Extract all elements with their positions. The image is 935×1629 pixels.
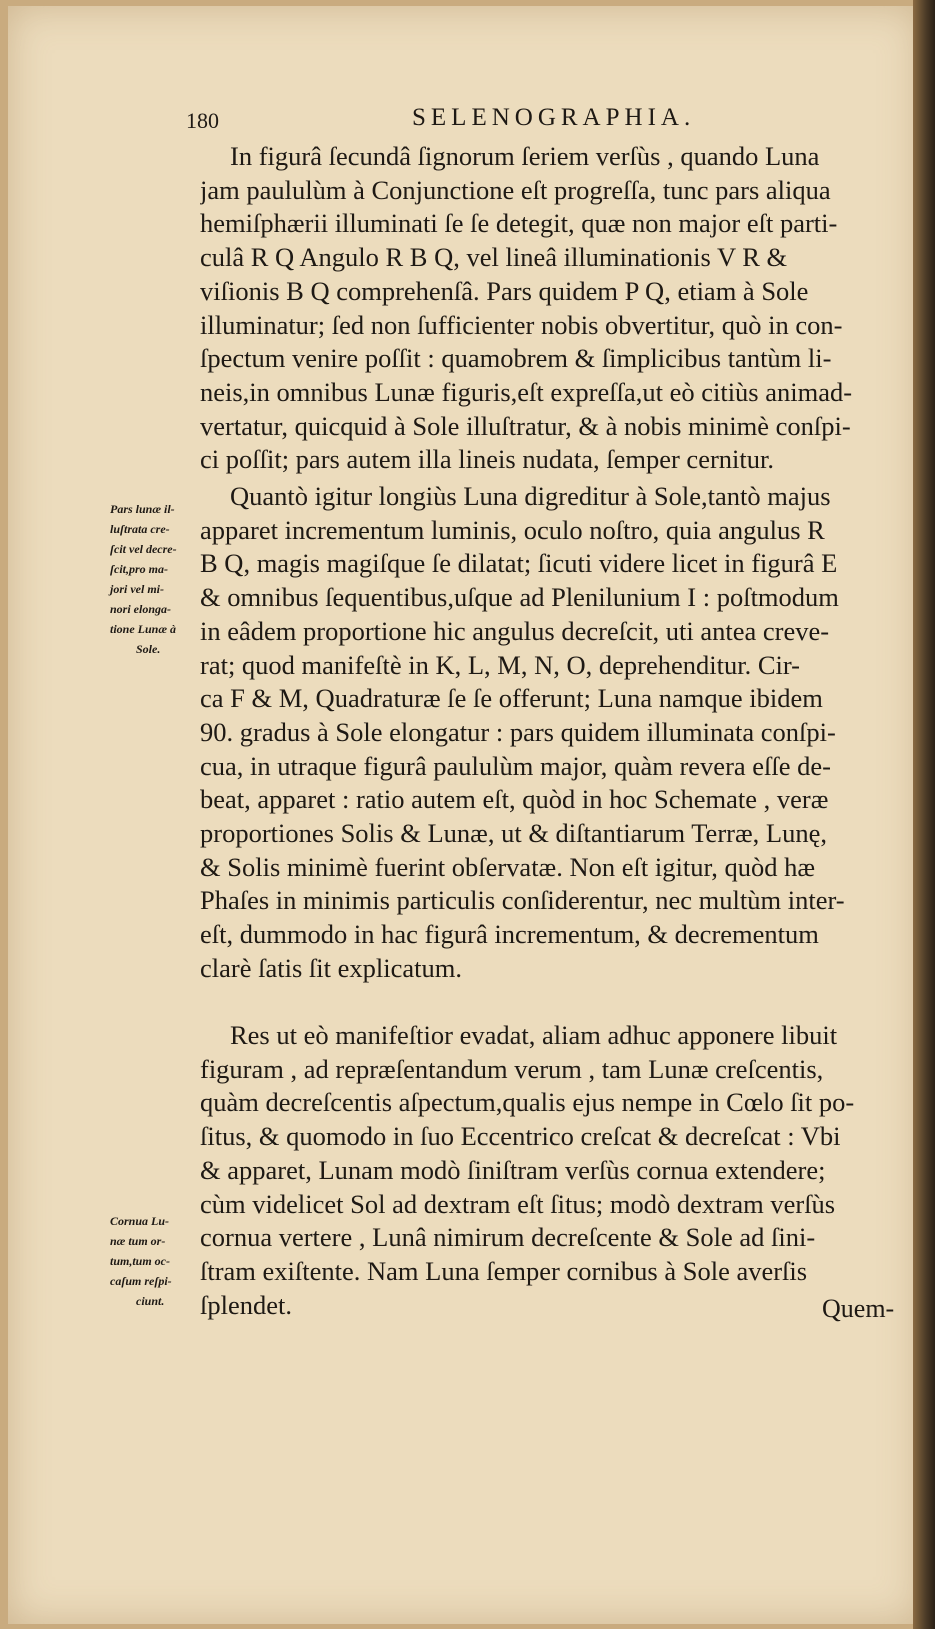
text-line: culâ R Q Angulo R B Q, vel lineâ illuminationis V R &	[200, 242, 788, 273]
text-line: vertatur, quicquid à Sole illuſtratur, & à nobis minimè conſpi-	[200, 410, 851, 441]
note-line: ſcit vel decre-	[110, 542, 177, 556]
text-line: cua, in utraque figurâ paululùm major, quàm revera eſſe de-	[200, 750, 831, 781]
text-line: hemiſphærii illuminati ſe ſe detegit, quæ non major eſt parti-	[200, 208, 838, 239]
text-line: ſplendet.	[200, 1289, 292, 1320]
text-line: ſitus, & quomodo in ſuo Eccentrico creſcat & decreſcat : Vbi	[200, 1121, 841, 1152]
paragraph-3	[200, 1019, 900, 1322]
paragraph-2	[200, 480, 900, 986]
paragraph-1	[200, 140, 900, 477]
text-line: In figurâ ſecundâ ſignorum ſeriem verſùs , quando Luna	[230, 141, 820, 171]
text-line: rat; quod manifeſtè in K, L, M, N, O, deprehenditur. Cir-	[200, 649, 801, 680]
note-line: næ tum or-	[110, 1234, 166, 1248]
text-line: ca F & M, Quadraturæ ſe ſe offerunt; Luna namque ibidem	[200, 683, 823, 714]
running-title: SELENOGRAPHIA.	[412, 104, 696, 131]
text-line: Phaſes in minimis particulis conſiderentur, nec multùm inter-	[200, 885, 845, 916]
text-line: proportiones Solis & Lunæ, ut & diſtantiarum Terræ, Lunę,	[200, 818, 827, 849]
note-line: tum,tum oc-	[110, 1254, 171, 1268]
text-line: figuram , ad repræſentandum verum , tam Lunæ creſcentis,	[200, 1053, 824, 1084]
text-line: eſt, dummodo in hac figurâ incrementum, & decrementum	[200, 919, 819, 950]
text-line: ſtram exiſtente. Nam Luna ſemper cornibus à Sole averſis	[200, 1255, 808, 1286]
text-line: Quantò igitur longiùs Luna digreditur à Sole,tantò majus	[230, 481, 831, 511]
text-line: clarè ſatis ſit explicatum.	[200, 952, 462, 983]
text-line: apparet incrementum luminis, oculo noſtro, quia angulus R	[200, 514, 825, 545]
text-line: 90. gradus à Sole elongatur : pars quidem illuminata conſpi-	[200, 716, 836, 747]
note-line: caſum reſpi-	[110, 1274, 172, 1288]
text-line: illuminatur; ſed non ſufficienter nobis obvertitur, quò in con-	[200, 309, 843, 340]
text-line: cùm videlicet Sol ad dextram eſt ſitus; modò dextram verſùs	[200, 1188, 836, 1219]
text-line: ſpectum venire poſſit : quamobrem & ſimplicibus tantùm li-	[200, 343, 832, 374]
note-line: jori vel mi-	[110, 582, 164, 596]
note-line: ſcit,pro ma-	[110, 562, 168, 576]
text-line: & apparet, Lunam modò ſiniſtram verſùs cornua extendere;	[200, 1154, 826, 1185]
note-line: Pars lunæ il-	[110, 502, 175, 516]
text-line: jam paululùm à Conjunctione eſt progreſſa, tunc pars aliqua	[200, 174, 831, 205]
margin-note-2	[110, 1211, 202, 1311]
binding-gutter	[913, 0, 935, 1629]
text-line: viſionis B Q comprehenſâ. Pars quidem P Q, etiam à Sole	[200, 275, 809, 306]
text-line: B Q, magis magiſque ſe dilatat; ſicuti videre licet in figurâ E	[200, 548, 838, 579]
text-line: Res ut eò manifeſtior evadat, aliam adhuc apponere libuit	[230, 1020, 838, 1050]
text-line: beat, apparet : ratio autem eſt, quòd in hoc Schemate , veræ	[200, 784, 829, 815]
note-line: tione Lunæ à	[110, 622, 177, 636]
note-line: nori elonga-	[110, 602, 172, 616]
catchword: Quem-	[822, 1294, 895, 1323]
text-line: in eâdem proportione hic angulus decreſcit, uti antea creve-	[200, 615, 830, 646]
note-line: ciunt.	[136, 1294, 165, 1308]
page-number: 180	[186, 108, 219, 133]
text-line: & Solis minimè fuerint obſervatæ. Non eſt igitur, quòd hæ	[200, 851, 816, 882]
text-line: quàm decreſcentis aſpectum,qualis ejus nempe in Cœlo ſit po-	[200, 1087, 855, 1118]
text-line: & omnibus ſequentibus,uſque ad Plenilunium I : poſtmodum	[200, 582, 839, 613]
note-line: Cornua Lu-	[110, 1214, 170, 1228]
text-line: neis,in omnibus Lunæ figuris,eſt expreſſa,ut eò citiùs animad-	[200, 376, 853, 407]
note-line: luſtrata cre-	[110, 522, 170, 536]
text-line: cornua vertere , Lunâ nimirum decreſcente & Sole ad ſini-	[200, 1222, 816, 1253]
text-line: ci poſſit; pars autem illa lineis nudata, ſemper cernitur.	[200, 444, 774, 475]
margin-note-1	[110, 499, 202, 659]
note-line: Sole.	[136, 642, 161, 656]
